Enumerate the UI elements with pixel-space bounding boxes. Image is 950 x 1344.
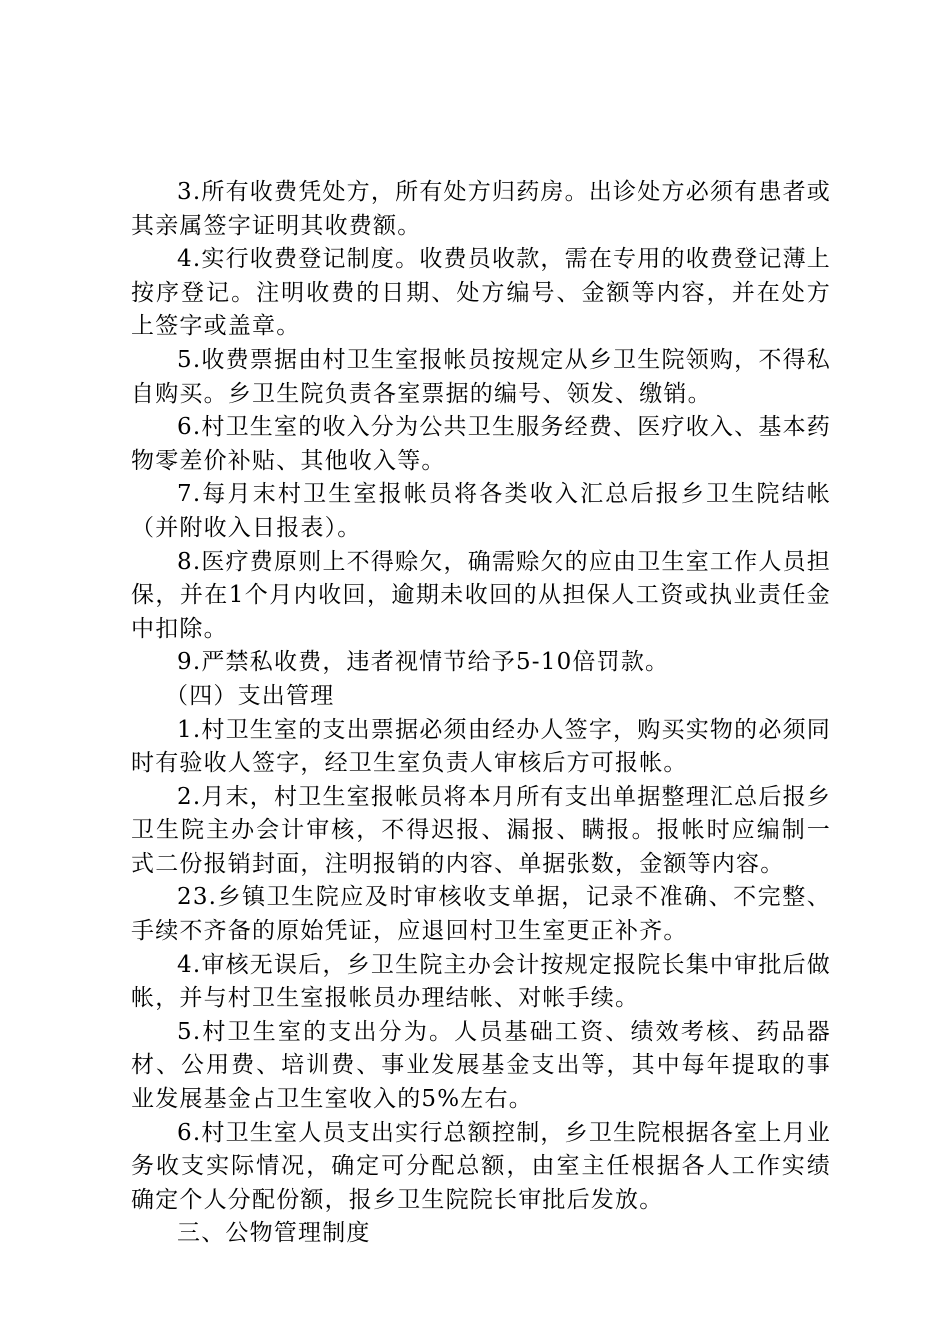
paragraph-expense-1: 1.村卫生室的支出票据必须由经办人签字，购买实物的必须同时有验收人签字，经卫生室负责人审核后方可报帐。 [131, 716, 831, 777]
document-body [131, 176, 831, 1251]
paragraph-income-4: 4.实行收费登记制度。收费员收款，需在专用的收费登记薄上按序登记。注明收费的日期、处方编号、金额等内容，并在处方上签字或盖章。 [131, 246, 831, 340]
paragraph-income-9: 9.严禁私收费，违者视情节给予5-10倍罚款。 [177, 649, 670, 676]
paragraph-expense-6: 6.村卫生室人员支出实行总额控制，乡卫生院根据各室上月业务收支实际情况，确定可分配总额，由室主任根据各人工作实绩确定个人分配份额，报乡卫生院院长审批后发放。 [131, 1119, 831, 1213]
section-heading-property: 三、公物管理制度 [177, 1220, 371, 1247]
paragraph-income-5: 5.收费票据由村卫生室报帐员按规定从乡卫生院领购，不得私自购买。乡卫生院负责各室票据的编号、领发、缴销。 [131, 346, 831, 407]
section-heading-expenditure: （四）支出管理 [165, 682, 335, 709]
paragraph-income-8: 8.医疗费原则上不得赊欠，确需赊欠的应由卫生室工作人员担保，并在1个月内收回，逾期未收回的从担保人工资或执业责任金中扣除。 [131, 548, 831, 642]
paragraph-expense-23: 23.乡镇卫生院应及时审核收支单据，记录不准确、不完整、手续不齐备的原始凭证，应退回村卫生室更正补齐。 [131, 884, 831, 945]
paragraph-expense-5: 5.村卫生室的支出分为。人员基础工资、绩效考核、药品器材、公用费、培训费、事业发展基金支出等，其中每年提取的事业发展基金占卫生室收入的5%左右。 [131, 1018, 831, 1113]
paragraph-expense-2: 2.月末，村卫生室报帐员将本月所有支出单据整理汇总后报乡卫生院主办会计审核，不得迟报、漏报、瞒报。报帐时应编制一式二份报销封面，注明报销的内容、单据张数，金额等内容。 [131, 783, 831, 877]
paragraph-income-3: 3.所有收费凭处方，所有处方归药房。出诊处方必须有患者或其亲属签字证明其收费额。 [131, 179, 831, 239]
paragraph-income-6: 6.村卫生室的收入分为公共卫生服务经费、医疗收入、基本药物零差价补贴、其他收入等。 [131, 414, 831, 474]
paragraph-expense-4: 4.审核无误后，乡卫生院主办会计按规定报院长集中审批后做帐，并与村卫生室报帐员办理结帐、对帐手续。 [131, 951, 831, 1012]
paragraph-income-7: 7.每月末村卫生室报帐员将各类收入汇总后报乡卫生院结帐（并附收入日报表）。 [131, 481, 831, 541]
